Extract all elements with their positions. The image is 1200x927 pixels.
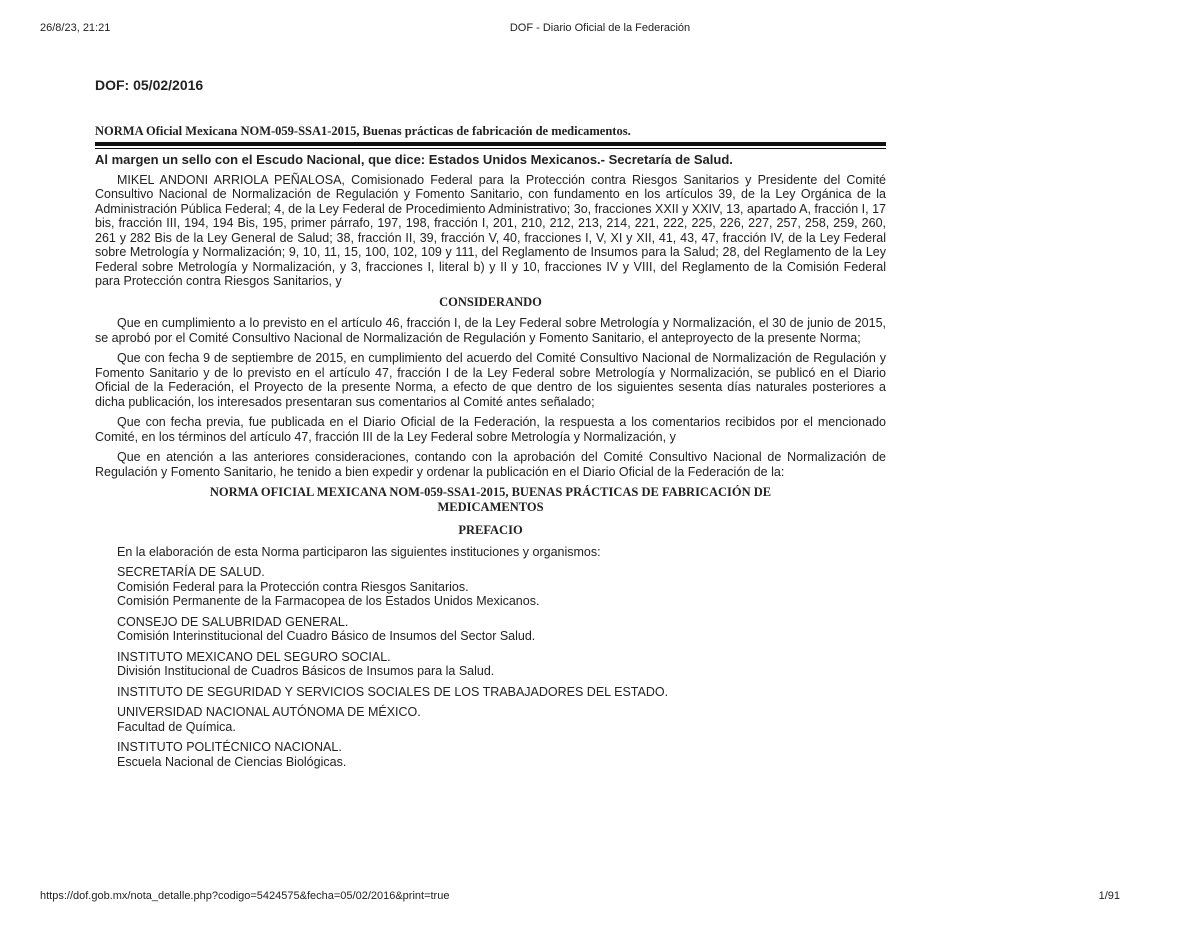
print-footer	[40, 890, 1160, 906]
institution-name: INSTITUTO DE SEGURIDAD Y SERVICIOS SOCIALES DE LOS TRABAJADORES DEL ESTADO.	[117, 684, 669, 699]
document-body	[95, 78, 886, 775]
institution-list	[95, 565, 886, 769]
considerando-paragraph: Que con fecha 9 de septiembre de 2015, en cumplimiento del acuerdo del Comité Consultivo Nacional de Normalización de Regulación y Fomento Sanitario y de lo previsto en el artículo 47, fracción I de la Ley Federal sobre Metrología y Normalización, se publicó en el Diario Oficial de la Federación, el Proyecto de la presente Norma, a efecto de que dentro de los siguientes sesenta días naturales posteriores a dicha publicación, los interesados presentaran sus comentarios al Comité antes señalado;	[95, 351, 886, 409]
margin-note: Al margen un sello con el Escudo Nacional, que dice: Estados Unidos Mexicanos.- Secretaría de Salud.	[95, 152, 733, 167]
institution-block	[117, 650, 886, 679]
prefacio-heading: PREFACIO	[458, 523, 523, 537]
dof-date: DOF: 05/02/2016	[95, 77, 204, 93]
institution-block	[117, 740, 886, 769]
institution-subunit: Comisión Interinstitucional del Cuadro Básico de Insumos del Sector Salud.	[117, 629, 536, 643]
print-page-title: DOF - Diario Oficial de la Federación	[509, 22, 691, 34]
considerando-paragraph: Que con fecha previa, fue publicada en el Diario Oficial de la Federación, la respuesta a los comentarios recibidos por el mencionado Comité, en los términos del artículo 47, fracción III de la Ley Federal sobre Metrología y Normalización, y	[95, 415, 886, 444]
institution-name: INSTITUTO MEXICANO DEL SEGURO SOCIAL.	[117, 649, 391, 664]
institution-name: INSTITUTO POLITÉCNICO NACIONAL.	[117, 740, 342, 754]
institution-subunit: Escuela Nacional de Ciencias Biológicas.	[117, 754, 347, 769]
institution-name: CONSEJO DE SALUBRIDAD GENERAL.	[117, 614, 349, 629]
considerando-paragraph: Que en atención a las anteriores consideraciones, contando con la aprobación del Comité Consultivo Nacional de Normalización de Regulación y Fomento Sanitario, he tenido a bien expedir y ordenar la publicación en el Diario Oficial de la Federación de la:	[95, 450, 886, 479]
institution-subunit: Comisión Federal para la Protección contra Riesgos Sanitarios.	[117, 579, 469, 594]
print-header	[40, 22, 1160, 38]
title-divider-thin	[95, 148, 886, 149]
institution-block	[117, 705, 886, 734]
institution-subunit: División Institucional de Cuadros Básicos de Insumos para la Salud.	[117, 664, 495, 678]
institution-subunit: Facultad de Química.	[117, 719, 236, 734]
institution-subunit: Comisión Permanente de la Farmacopea de los Estados Unidos Mexicanos.	[117, 594, 540, 608]
institution-block	[117, 685, 886, 700]
norm-heading: NORMA OFICIAL MEXICANA NOM-059-SSA1-2015, BUENAS PRÁCTICAS DE FABRICACIÓN DE MEDICAMENTOS	[209, 485, 772, 514]
print-date: 26/8/23, 21:21	[40, 22, 111, 34]
title-divider-thick	[95, 142, 886, 146]
intro-paragraph: MIKEL ANDONI ARRIOLA PEÑALOSA, Comisionado Federal para la Protección contra Riesgos Sanitarios y Presidente del Comité Consultivo Nacional de Normalización de Regulación y Fomento Sanitario, con fundamento en los artículos 39, de la Ley Orgánica de la Administración Pública Federal; 4, de la Ley Federal de Procedimiento Administrativo; 3o, fracciones XXII y XXIV, 13, apartado A, fracción I, 17 bis, fracción III, 194, 194 Bis, 195, primer párrafo, 197, 198, fracción I, 201, 210, 212, 213, 214, 221, 222, 225, 226, 227, 257, 258, 259, 260, 261 y 282 Bis de la Ley General de Salud; 38, fracción II, 39, fracción V, 40, fracciones I, V, XI y XII, 41, 43, 47, fracción IV, de la Ley Federal sobre Metrología y Normalización; 9, 10, 11, 15, 100, 102, 109 y 111, del Reglamento de Insumos para la Salud; 28, del Reglamento de la Ley Federal sobre Metrología y Normalización, y 3, fracciones I, literal b) y II y 10, fracciones IV y VIII, del Reglamento de la Comisión Federal para Protección contra Riesgos Sanitarios, y	[95, 172, 886, 288]
print-url: https://dof.gob.mx/nota_detalle.php?codigo=5424575&fecha=05/02/2016&print=true	[40, 890, 450, 902]
institution-block	[117, 615, 886, 644]
prefacio-intro: En la elaboración de esta Norma participaron las siguientes instituciones y organismos:	[117, 544, 601, 559]
considerando-paragraph: Que en cumplimiento a lo previsto en el artículo 46, fracción I, de la Ley Federal sobre Metrología y Normalización, el 30 de junio de 2015, se aprobó por el Comité Consultivo Nacional de Normalización de Regulación y Fomento Sanitario, el anteproyecto de la presente Norma;	[95, 316, 886, 345]
norm-title: NORMA Oficial Mexicana NOM-059-SSA1-2015, Buenas prácticas de fabricación de medicamentos.	[95, 123, 631, 138]
institution-block	[117, 565, 886, 609]
considerando-heading: CONSIDERANDO	[439, 294, 542, 309]
institution-name: UNIVERSIDAD NACIONAL AUTÓNOMA DE MÉXICO.	[117, 705, 421, 719]
page-number: 1/91	[1098, 890, 1120, 902]
institution-name: SECRETARÍA DE SALUD.	[117, 565, 265, 579]
